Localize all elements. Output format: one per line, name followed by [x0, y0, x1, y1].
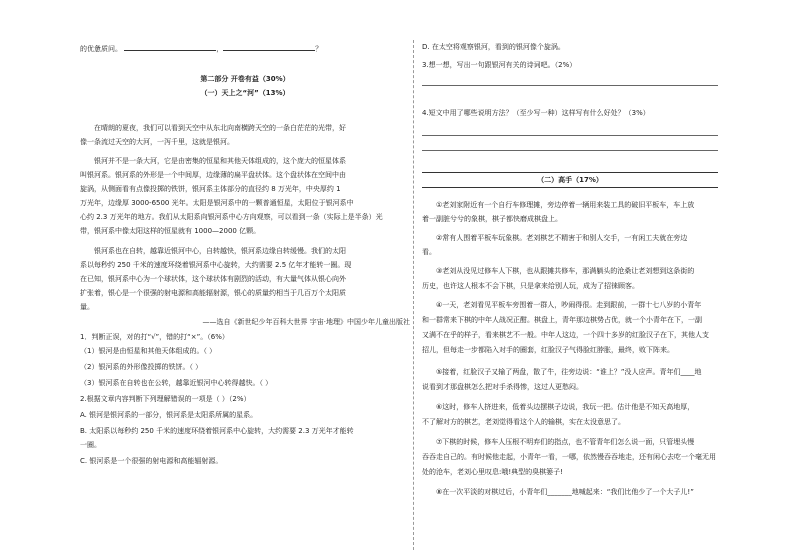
- passage-line: 在晴朗的夏夜，我们可以看到天空中从东北向南横跨天空的一条白茫茫的光带，好: [94, 124, 346, 132]
- option-c[interactable]: C. 银河系是一个很强的射电源和高能辐射源。: [80, 457, 223, 465]
- question-1-item[interactable]: （1）银河是由恒星和其他天体组成的。（ ）: [80, 347, 217, 355]
- passage-line: 扩张着，银心是一个很强的射电源和高能辐射源，银心的质量约相当于几百万个太阳质: [80, 289, 346, 297]
- story-line: ②常有人围着平板车玩象棋。老刘棋艺不精害于和别人交手，一有闲工夫就在旁边: [436, 234, 688, 242]
- question-2: 2.根据文章内容判断下列理解错误的一项是（ ）（2%）: [80, 395, 251, 403]
- section-title-box: [422, 172, 718, 188]
- story-line: ⑧在一次平淡的对棋过后，小青年们_______地喊起来：“我们比他少了一个大子儿!”: [436, 488, 694, 496]
- answer-blank[interactable]: [124, 43, 216, 51]
- passage-line: 量。: [80, 303, 94, 311]
- section-title: （二）高手（17%）: [537, 176, 603, 184]
- left-column: [80, 0, 410, 550]
- answer-line[interactable]: [422, 85, 718, 86]
- story-line: 不了解对方的棋艺，老刘觉得看这个人的输棋，实在太没意思了。: [422, 418, 625, 426]
- column-divider: [413, 40, 414, 550]
- question-1: 1．判断正误，对的打“√”，错的打“×”。（6%）: [80, 333, 229, 341]
- section-title: （一）天上之“河”（13%）: [200, 89, 290, 97]
- passage-line: 银河并不是一条大河，它是由密集的恒星和其他天体组成的，这个庞大的恒星体系: [94, 157, 346, 165]
- question-1-item[interactable]: （2）银河系的外形像投掷的铁饼。（ ）: [80, 363, 203, 371]
- passage-line: 带，银河系中像太阳这样的恒星就有 1000—2000 亿颗。: [80, 227, 261, 235]
- answer-line[interactable]: [422, 150, 718, 151]
- question-4: 4.短文中用了哪些说明方法？（至少写一种）这样写有什么好处？（3%）: [422, 109, 650, 117]
- passage-line: 叫银河系。银河系的外形是一个中间厚，边缘薄的扁平盘状体。这个盘状体在空间中由: [80, 171, 346, 179]
- story-line: ⑦下棋的时候，修车人压根不明弃们的指点，也不管青年们怎么说一面，只管埋头慢: [436, 438, 695, 446]
- story-line: 看。: [422, 248, 436, 256]
- story-line: 和一群常来下棋的中年人战况正酣。棋盘上，青年那边棋势占优，就一个小青年在下，一副: [422, 316, 702, 324]
- story-line: 历史，也许这人根本不会下棋，只是拿来给别人玩，成为了招徕顾客。: [422, 282, 639, 290]
- right-column: [422, 0, 718, 550]
- option-b[interactable]: B. 太阳系以每秒约 250 千米的速度环绕着银河系中心旋转，大约需要 2.3 万光年才能转: [80, 427, 354, 435]
- answer-blank[interactable]: [223, 43, 315, 51]
- story-line: 着一副脏兮兮的象棋，棋子都快磨成棋盘上。: [422, 215, 562, 223]
- story-line: ⑤接着，红脸汉子又输了两盘，散了牛，往旁边说：“谁上？”没人应声。青年们____地: [436, 368, 702, 376]
- source-citation: ——选自《新世纪少年百科大世界 宇宙·地理》中国少年儿童出版社: [202, 318, 410, 326]
- question-continuation: [80, 43, 322, 54]
- passage-line: 系以每秒约 250 千米的速度环绕着银河系中心旋转，大约需要 2.5 亿年才能转一圈。现: [80, 261, 352, 269]
- passage-line: 心约 2.3 万光年的地方。我们从太阳系向银河系中心方向观察，可以看到一条（实际上是半条）光: [80, 213, 383, 221]
- story-line: 处的沧车，老刘心里叹息:哦!典型的臭棋篓子!: [422, 468, 563, 476]
- story-line: 招儿，但每走一步都陷入对手的圈套，红脸汉子气得脸红脖胀，最终，败下阵来。: [422, 346, 674, 354]
- story-line: ①老刘家附近有一个自行车修理摊，旁边停着一辆用来装工具的破旧平板车，车上放: [436, 201, 695, 209]
- answer-line[interactable]: [422, 135, 718, 136]
- option-b-continued: 一圈。: [80, 441, 101, 449]
- option-d[interactable]: D. 在太空将观察银河，看到的银河像个旋涡。: [422, 43, 565, 51]
- question-mark: ？: [315, 45, 323, 53]
- question-3: 3.想一想，写出一句跟银河有关的诗词吧。（2%）: [422, 61, 577, 69]
- option-a[interactable]: A. 银河是银河系的一部分，银河系是太阳系所属的星系。: [80, 411, 258, 419]
- question-tail: 的优惫质问。: [80, 45, 122, 53]
- passage-line: 万光年，边缘厚 3000-6500 光年。太阳是银河系中的一颗普通恒星，太阳位于银河系中: [80, 199, 354, 207]
- part-title: 第二部分 开卷有益（30%）: [200, 75, 290, 83]
- story-line: 吞吞走自己的。有时候他走起，小青年一看，一哪，依然慢吞吞地走，还有闲心去吃一个毫无用: [422, 453, 716, 461]
- question-1-item[interactable]: （3）银河系在自转也在公转，越靠近银河中心转得越快。（ ）: [80, 379, 273, 387]
- passage-line: 像一条流过天空的大河，一泻千里，这就是银河。: [80, 138, 234, 146]
- separator: ，: [216, 45, 224, 53]
- story-line: ④一天，老刘看见平板车旁围着一群人，吵闹得很。走到跟前，一群十七八岁的小青年: [436, 301, 702, 309]
- passage-line: 在已知，银河系中心为一个球状体，这个球状体有剧烈的活动，有大量气体从银心向外: [80, 275, 346, 283]
- passage-line: 旋涡，从侧面看有点像投掷的铁饼，银河系主体部分的直径约 8 万光年，中央厚约 1: [80, 185, 341, 193]
- passage-line: 银河系也在自转，越靠近银河中心，自转越快，银河系边缘自转缓慢。我们的太阳: [94, 247, 346, 255]
- story-line: ③老刘从没见过修车人下棋，也从跟摊共修车，那满躺头的沧桑让老刘想到这条街的: [436, 267, 695, 275]
- story-line: 说看到才那盘棋怎么把对手杀得惨，这过人更愁闷。: [422, 383, 583, 391]
- story-line: 又满不在乎的样子，看来棋艺不一般。中年人这边，一个四十多岁的红脸汉子在下，其他人支: [422, 331, 709, 339]
- story-line: ⑥这时，修车人挤进来，低着头边摆棋子边说，我玩一把。估计他是不知天高地厚，: [436, 403, 695, 411]
